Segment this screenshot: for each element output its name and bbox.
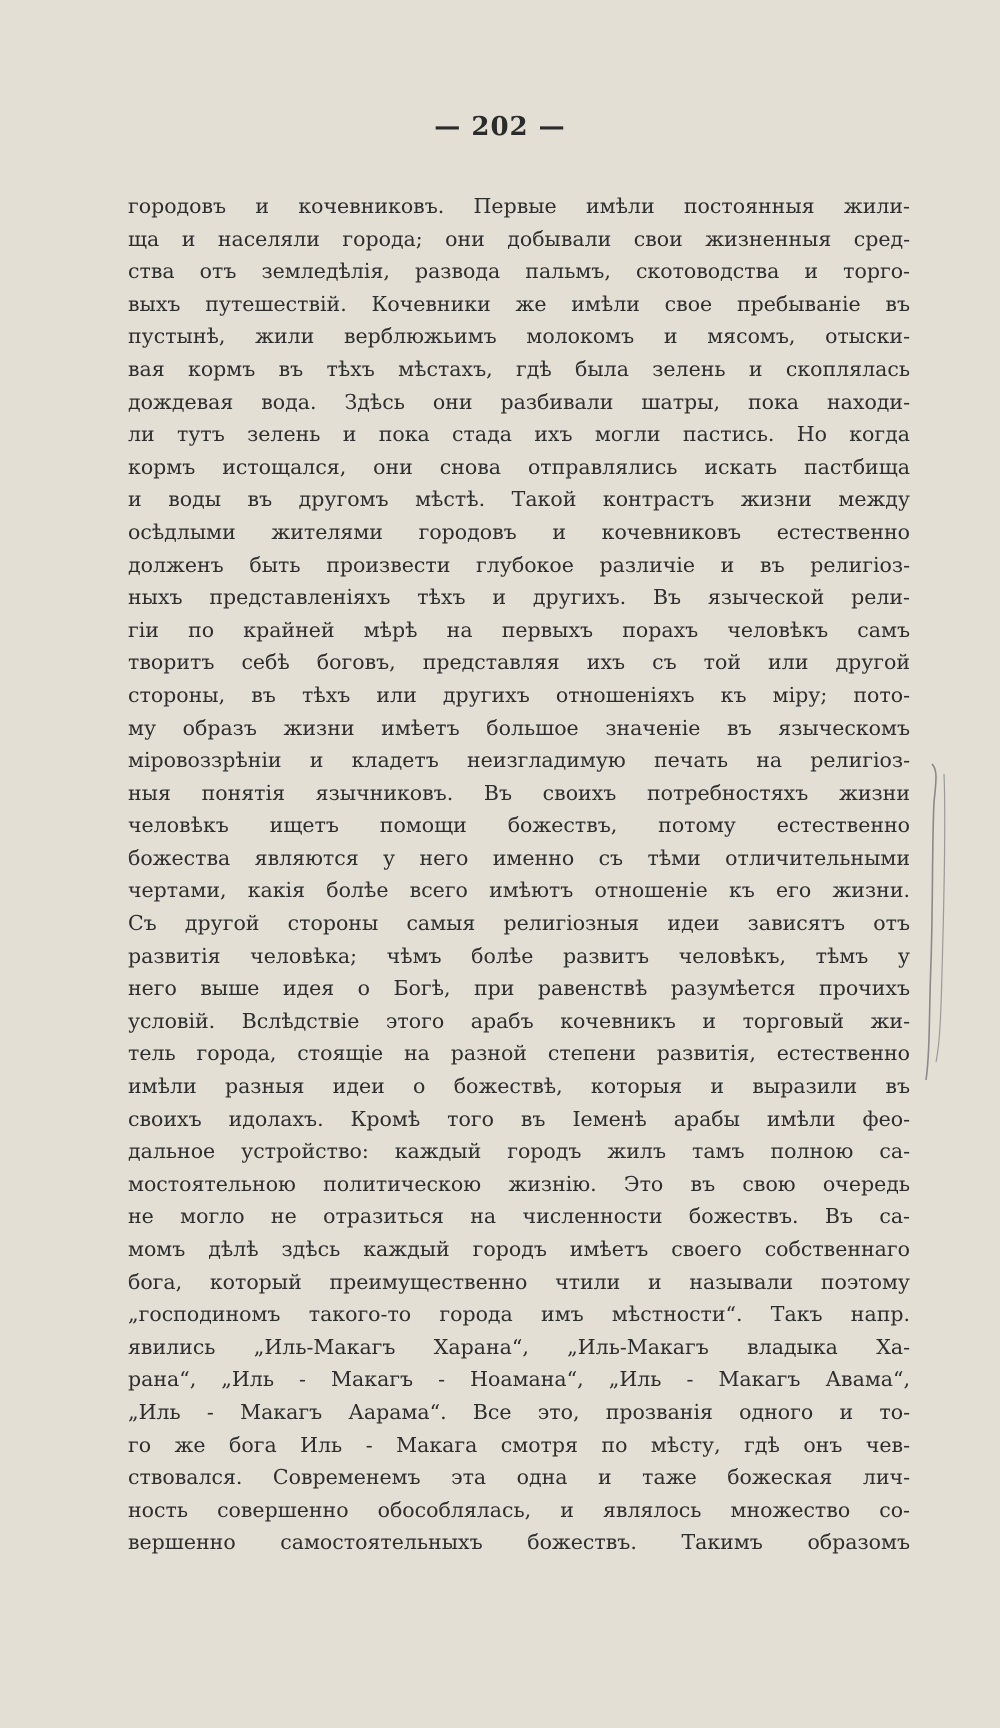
text-line: чертами, какія болѣе всего имѣютъ отношеніе къ его жизни. <box>128 878 910 903</box>
text-line: му образъ жизни имѣетъ большое значеніе въ языческомъ <box>128 715 910 740</box>
text-line: дождевая вода. Здѣсь они разбивали шатры, пока находи- <box>128 389 910 414</box>
text-line: и воды въ другомъ мѣстѣ. Такой контрастъ жизни между <box>128 487 910 512</box>
pencil-margin-mark <box>920 762 950 1082</box>
text-line: осѣдлыми жителями городовъ и кочевниковъ естественно <box>128 519 910 544</box>
text-line: человѣкъ ищетъ помощи божествъ, потому естественно <box>128 813 910 838</box>
text-line: развитія человѣка; чѣмъ болѣе развитъ человѣкъ, тѣмъ у <box>128 943 910 968</box>
text-line: не могло не отразиться на численности божествъ. Въ са- <box>128 1204 910 1229</box>
text-line: ныхъ представленіяхъ тѣхъ и другихъ. Въ языческой рели- <box>128 585 910 610</box>
text-line: бога, который преимущественно чтили и называли поэтому <box>128 1269 910 1294</box>
text-line: вершенно самостоятельныхъ божествъ. Такимъ образомъ <box>128 1530 910 1555</box>
text-line: гіи по крайней мѣрѣ на первыхъ порахъ человѣкъ самъ <box>128 617 910 642</box>
text-line: имѣли разныя идеи о божествѣ, которыя и выразили въ <box>128 1074 910 1099</box>
page-number: — 202 — <box>434 112 566 142</box>
text-line: пустынѣ, жили верблюжьимъ молокомъ и мясомъ, отыски- <box>128 324 910 349</box>
text-line: своихъ идолахъ. Кромѣ того въ Іеменѣ арабы имѣли фео- <box>128 1106 910 1131</box>
text-line: божества являются у него именно съ тѣми отличительными <box>128 845 910 870</box>
text-line: міровоззрѣніи и кладетъ неизгладимую печать на религіоз- <box>128 748 910 773</box>
text-line: момъ дѣлѣ здѣсь каждый городъ имѣетъ своего собственнаго <box>128 1237 910 1261</box>
text-line: го же бога Иль - Макага смотря по мѣсту, гдѣ онъ чев- <box>128 1432 910 1457</box>
text-line: дальное устройство: каждый городъ жилъ тамъ полною са- <box>128 1139 910 1164</box>
text-line: Съ другой стороны самыя религіозныя идеи зависятъ отъ <box>128 911 910 936</box>
text-line: ли тутъ зелень и пока стада ихъ могли пастись. Но когда <box>128 422 910 447</box>
text-line: городовъ и кочевниковъ. Первые имѣли постоянныя жили- <box>128 194 910 218</box>
text-line: вая кормъ въ тѣхъ мѣстахъ, гдѣ была зелень и скоплялась <box>128 356 910 381</box>
text-line: ныя понятія язычниковъ. Въ своихъ потребностяхъ жизни <box>128 780 910 805</box>
body-text <box>128 190 910 1559</box>
text-line: кормъ истощался, они снова отправлялись искать пастбища <box>128 454 910 479</box>
text-line: рана“, „Иль - Макагъ - Ноамана“, „Иль - Макагъ Авама“, <box>128 1367 910 1392</box>
text-line: стороны, въ тѣхъ или другихъ отношеніяхъ къ міру; пото- <box>128 682 910 707</box>
text-line: выхъ путешествій. Кочевники же имѣли свое пребываніе въ <box>128 291 910 316</box>
text-line: мостоятельною политическою жизнію. Это въ свою очередь <box>128 1171 910 1196</box>
text-line: тель города, стоящіе на разной степени развитія, естественно <box>128 1041 910 1066</box>
text-line: творитъ себѣ боговъ, представляя ихъ съ той или другой <box>128 650 910 675</box>
text-line: ща и населяли города; они добывали свои жизненныя сред- <box>128 226 910 251</box>
text-line: ствовался. Современемъ эта одна и таже божеская лич- <box>128 1465 910 1490</box>
text-line: ность совершенно обособлялась, и являлось множество со- <box>128 1497 910 1522</box>
text-line: долженъ быть произвести глубокое различіе и въ религіоз- <box>128 552 910 577</box>
text-line: него выше идея о Богѣ, при равенствѣ разумѣется прочихъ <box>128 976 910 1001</box>
text-line: ства отъ земледѣлія, развода пальмъ, скотоводства и торго- <box>128 259 910 284</box>
text-line: „Иль - Макагъ Аарама“. Все это, прозванія одного и то- <box>128 1399 910 1424</box>
text-line: явились „Иль-Макагъ Харана“, „Иль-Макагъ владыка Ха- <box>128 1334 910 1359</box>
text-line: „господиномъ такого-то города имъ мѣстности“. Такъ напр. <box>128 1302 910 1327</box>
text-line: условій. Вслѣдствіе этого арабъ кочевникъ и торговый жи- <box>128 1008 910 1033</box>
